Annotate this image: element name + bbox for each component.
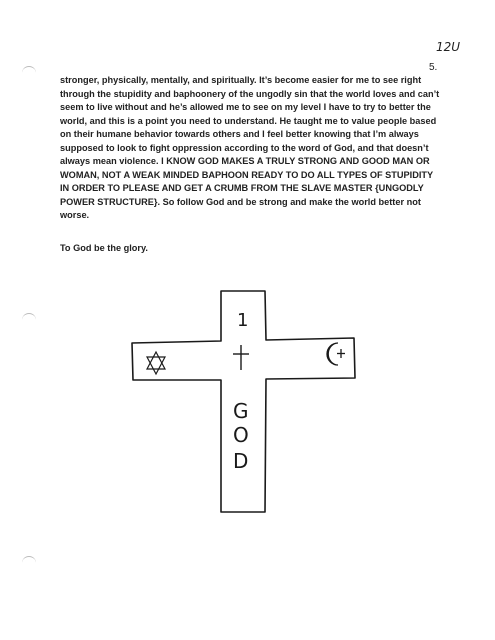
cross-letter-g: G — [233, 399, 249, 423]
page-number: 5. — [429, 62, 438, 73]
cross-icon — [233, 345, 249, 370]
crescent-icon — [327, 343, 345, 365]
cross-top-text: 1 — [237, 310, 249, 331]
star-of-david-icon — [147, 352, 165, 374]
cross-letter-d: D — [233, 449, 249, 473]
closing-line: To God be the glory. — [60, 243, 148, 253]
handwritten-note: 12U — [436, 40, 461, 54]
cross-letter-o: O — [233, 423, 249, 447]
body-paragraph: stronger, physically, mentally, and spiritually. It’s become easier for me to see right through the stupidity and baphoonery of the ungodly sin that the world loves and can’t seem to live without and he’s allowed me to see on my level I have to try to better the world, and this is a point you need to understand. He taught me to value people based on their humane behavior towards others and I feel better knowing that I’m always supposed to look to fight oppression according to the word of God, and that doesn’t always mean violence. I KNOW GOD MAKES A TRULY STRONG AND GOOD MAN OR WOMAN, NOT A WEAK MINDED BAPHOON READY TO DO ALL TYPES OF STUPIDITY IN ORDER TO PLEASE AND GET A CRUMB FROM THE SLAVE MASTER {UNGODLY POWER STRUCTURE}. So follow God and be strong and make the world better not worse. — [60, 75, 440, 220]
